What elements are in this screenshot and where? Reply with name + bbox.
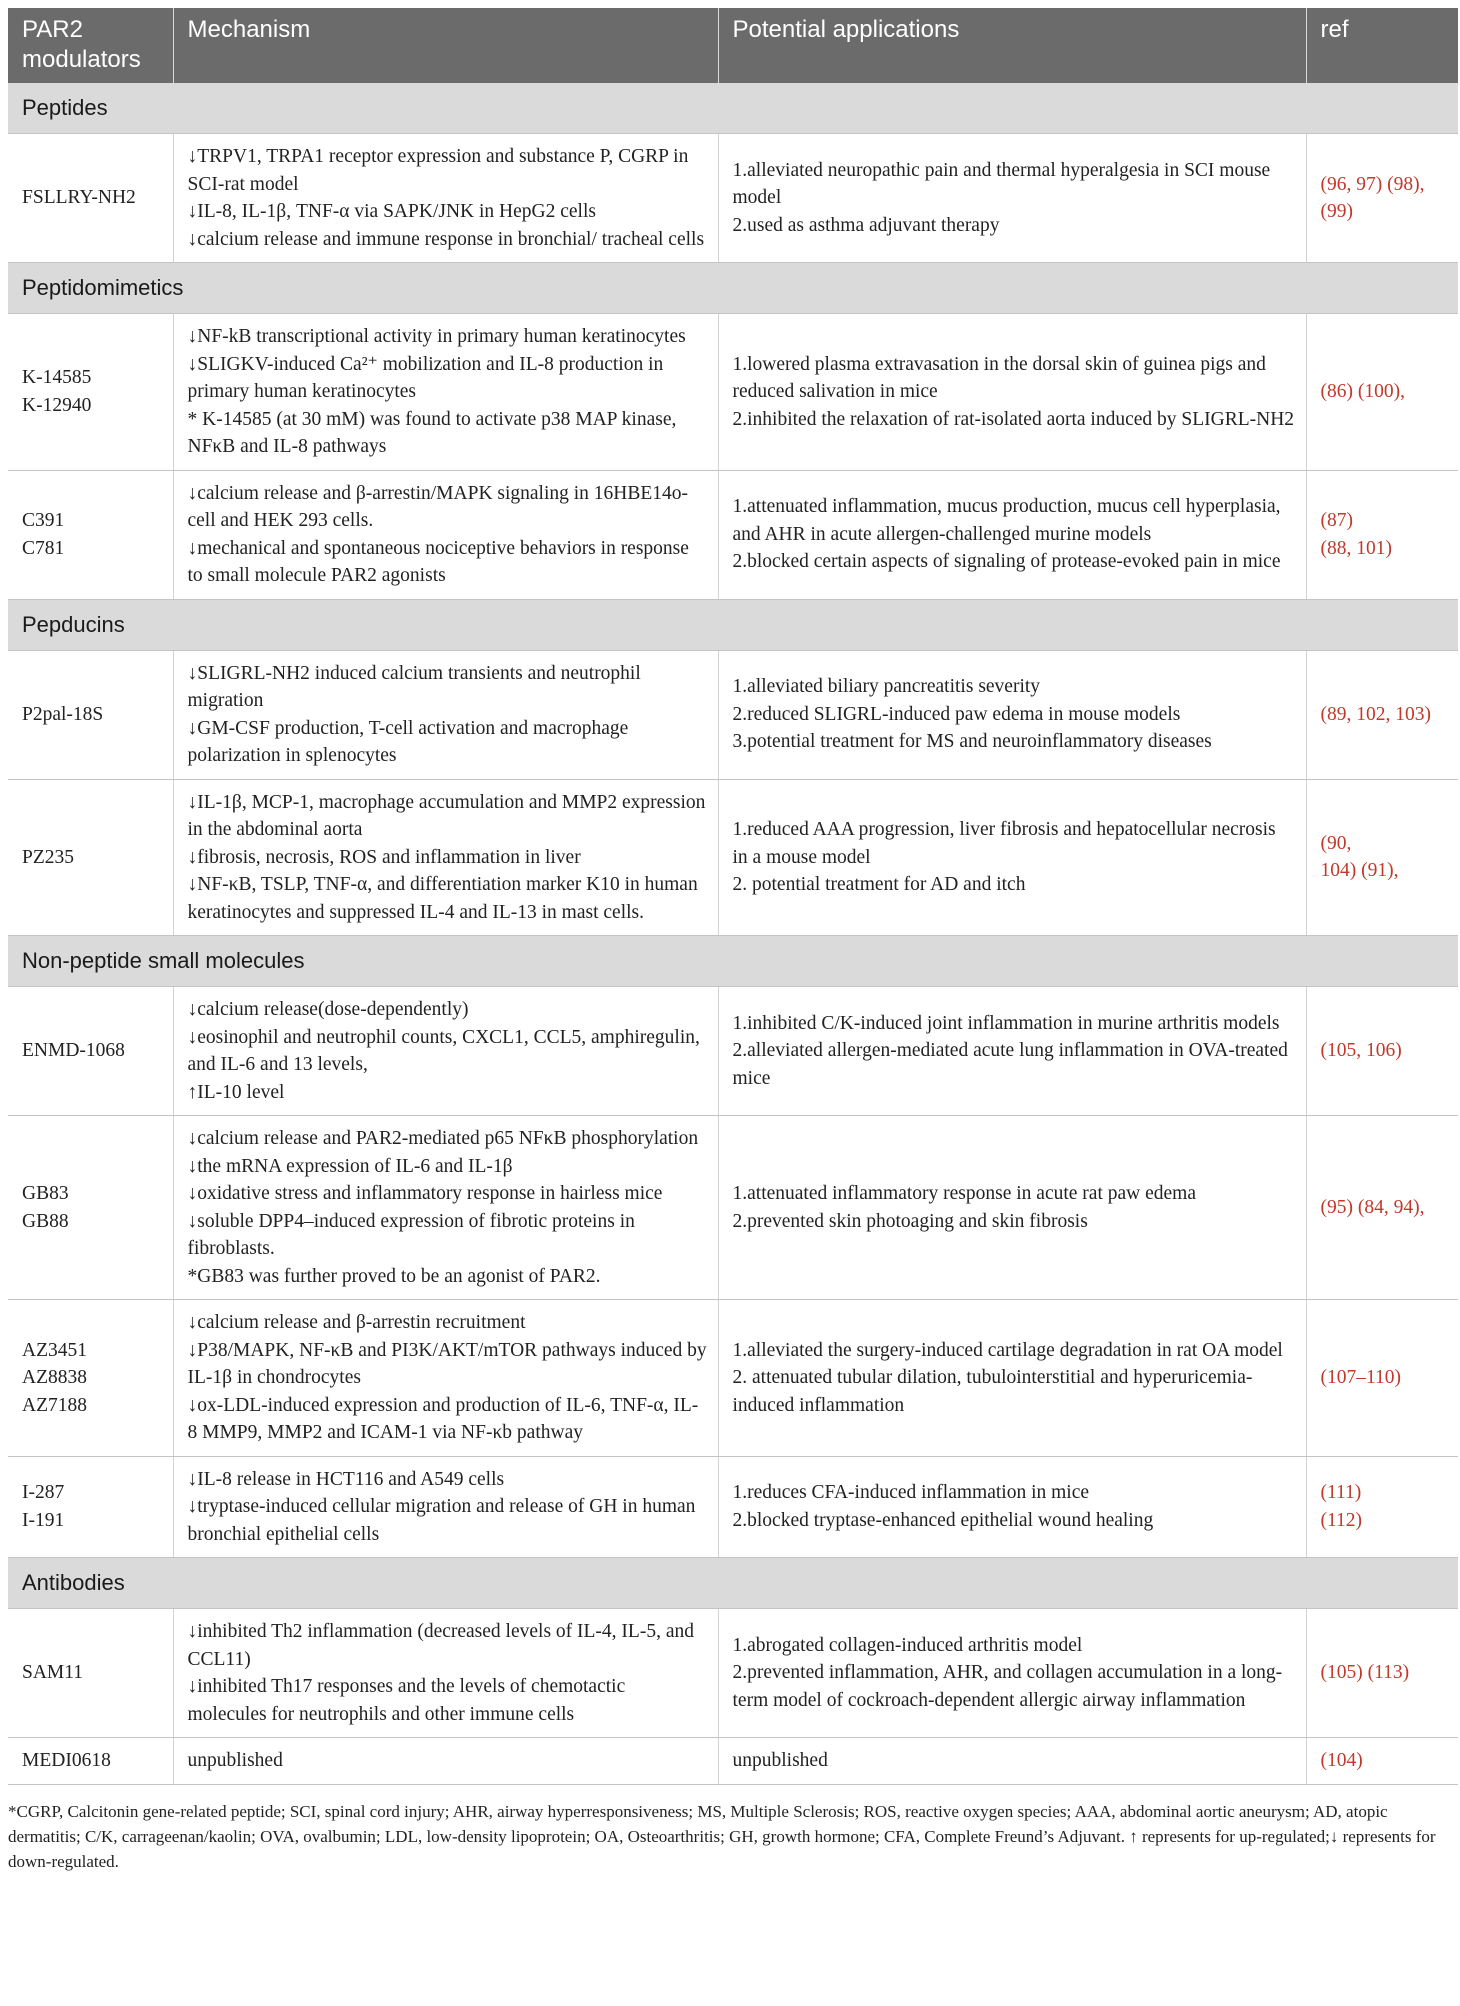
table-row [8, 779, 1458, 936]
mechanism-cell-line: ↓inhibited Th2 inflammation (decreased levels of IL-4, IL-5, and CCL11) [187, 1621, 694, 1670]
section-title: Peptidomimetics [8, 263, 1458, 314]
ref-cell [1306, 1609, 1458, 1738]
mechanism-cell [173, 650, 718, 779]
table-row [8, 1738, 1458, 1785]
applications-cell-line: 1.alleviated biliary pancreatitis severity [732, 676, 1041, 698]
ref-cell-line: (111) [1320, 1482, 1362, 1504]
modulator-cell [8, 650, 173, 779]
ref-cell-line: (104) [1320, 1750, 1363, 1771]
applications-cell [718, 650, 1306, 779]
mechanism-cell-line: ↓P38/MAPK, NF-κB and PI3K/AKT/mTOR pathways induced by IL-1β in chondrocytes [187, 1339, 707, 1388]
mechanism-cell-line: *GB83 was further proved to be an agonist of PAR2. [187, 1265, 601, 1287]
mechanism-cell-line: ↓eosinophil and neutrophil counts, CXCL1, CCL5, amphiregulin, and IL-6 and 13 levels, [187, 1026, 700, 1075]
header-modulators-line2: modulators [22, 46, 141, 73]
applications-cell-line: 2.blocked tryptase-enhanced epithelial wound healing [732, 1509, 1154, 1531]
applications-cell-line: 2.prevented inflammation, AHR, and collagen accumulation in a long-term model of cockroach-dependent allergic airway inflammation [732, 1662, 1283, 1711]
mechanism-cell-line: ↓calcium release and β-arrestin/MAPK signaling in 16HBE14o-cell and HEK 293 cells. [187, 482, 689, 531]
modulator-cell [8, 1456, 173, 1558]
header-ref: ref [1306, 8, 1458, 83]
mechanism-cell [173, 1300, 718, 1457]
ref-cell [1306, 987, 1458, 1116]
mechanism-cell-line: ↓GM-CSF production, T-cell activation and macrophage polarization in splenocytes [187, 717, 629, 766]
ref-cell [1306, 470, 1458, 599]
header-modulators [8, 8, 173, 83]
header-row [8, 8, 1458, 83]
applications-cell [718, 1609, 1306, 1738]
applications-cell-line: 2.reduced SLIGRL-induced paw edema in mouse models [732, 703, 1181, 725]
par2-modulators-table [8, 8, 1458, 1785]
mechanism-cell-line: ↓inhibited Th17 responses and the levels of chemotactic molecules for neutrophils and other immune cells [187, 1676, 626, 1725]
modulator-cell-line: AZ7188 [22, 1394, 87, 1416]
mechanism-cell-line: ↓calcium release and β-arrestin recruitment [187, 1312, 526, 1333]
section-row [8, 263, 1458, 314]
modulator-cell [8, 1116, 173, 1300]
section-row [8, 599, 1458, 650]
ref-cell-line: (96, 97) (98), [1320, 173, 1425, 195]
mechanism-cell [173, 1116, 718, 1300]
mechanism-cell-line: ↓calcium release and immune response in bronchial/ tracheal cells [187, 228, 705, 250]
applications-cell [718, 1300, 1306, 1457]
ref-cell [1306, 1300, 1458, 1457]
table-row [8, 1456, 1458, 1558]
applications-cell-line: 2.used as asthma adjuvant therapy [732, 214, 1000, 236]
ref-cell-line: (95) (84, 94), [1320, 1196, 1425, 1218]
modulator-cell-line: GB83 [22, 1183, 69, 1204]
modulator-cell-line: C391 [22, 510, 65, 531]
mechanism-cell-line: ↓the mRNA expression of IL-6 and IL-1β [187, 1155, 513, 1177]
ref-cell-line: (112) [1320, 1509, 1363, 1531]
mechanism-cell-line: ↓SLIGKV-induced Ca²⁺ mobilization and IL-8 production in primary human keratinocytes [187, 353, 664, 402]
table-row [8, 987, 1458, 1116]
modulator-cell [8, 314, 173, 471]
mechanism-cell [173, 134, 718, 263]
applications-cell-line: 1.reduced AAA progression, liver fibrosis and hepatocellular necrosis in a mouse model [732, 819, 1276, 868]
ref-cell [1306, 134, 1458, 263]
mechanism-cell-line: ↓IL-8, IL-1β, TNF-α via SAPK/JNK in HepG2 cells [187, 201, 596, 222]
section-row [8, 83, 1458, 134]
table-row [8, 134, 1458, 263]
applications-cell [718, 1116, 1306, 1300]
modulator-cell [8, 1609, 173, 1738]
modulator-cell [8, 134, 173, 263]
mechanism-cell-line: ↓TRPV1, TRPA1 receptor expression and substance P, CGRP in SCI-rat model [187, 146, 689, 195]
table-row [8, 314, 1458, 471]
section-title: Antibodies [8, 1558, 1458, 1609]
ref-cell-line: (86) (100), [1320, 381, 1405, 402]
modulator-cell [8, 987, 173, 1116]
applications-cell [718, 987, 1306, 1116]
applications-cell [718, 470, 1306, 599]
mechanism-cell-line: ↓tryptase-induced cellular migration and release of GH in human bronchial epithelial cells [187, 1496, 696, 1545]
ref-cell-line: (105) (113) [1320, 1662, 1410, 1684]
mechanism-cell-line: ↓NF-kB transcriptional activity in primary human keratinocytes [187, 326, 686, 347]
modulator-cell [8, 470, 173, 599]
applications-cell-line: 2.inhibited the relaxation of rat-isolated aorta induced by SLIGRL-NH2 [732, 408, 1295, 430]
modulator-cell-line: AZ8838 [22, 1367, 87, 1388]
modulator-cell-line: PZ235 [22, 846, 75, 868]
mechanism-cell [173, 1738, 718, 1785]
applications-cell-line: 3.potential treatment for MS and neuroinflammatory diseases [732, 731, 1212, 753]
ref-cell-line: (105, 106) [1320, 1040, 1402, 1062]
ref-cell-line: (99) [1320, 201, 1353, 222]
ref-cell-line: (107–110) [1320, 1367, 1402, 1388]
table-footnote: *CGRP, Calcitonin gene-related peptide; SCI, spinal cord injury; AHR, airway hyperresponsiveness; MS, Multiple Sclerosis; ROS, reactive oxygen species; AAA, abdominal aortic aneurysm; AD, atopic dermatitis; C/K, carrageenan/kaolin; OVA, ovalbumin; LDL, low-density lipoprotein; OA, Osteoarthritis; GH, growth hormone; CFA, Complete Freund’s Adjuvant. ↑ represents for up-regulated;↓ represents for down-regulated. [8, 1801, 1436, 1871]
ref-cell [1306, 1456, 1458, 1558]
mechanism-cell [173, 314, 718, 471]
applications-cell-line: 1.alleviated neuropathic pain and thermal hyperalgesia in SCI mouse model [732, 159, 1271, 209]
applications-cell-line: 2. potential treatment for AD and itch [732, 874, 1026, 895]
modulator-cell-line: P2pal-18S [22, 703, 104, 725]
modulator-cell-line: AZ3451 [22, 1339, 87, 1361]
mechanism-cell-line: ↓calcium release(dose-dependently) [187, 999, 469, 1020]
mechanism-cell-line: ↑IL-10 level [187, 1081, 285, 1103]
table-row [8, 1300, 1458, 1457]
applications-cell-line: unpublished [732, 1750, 828, 1771]
section-title: Non-peptide small molecules [8, 936, 1458, 987]
ref-cell [1306, 650, 1458, 779]
modulator-cell-line: I-287 [22, 1482, 65, 1504]
ref-cell-line: (87) [1320, 510, 1353, 531]
ref-cell-line: (89, 102, 103) [1320, 703, 1431, 725]
mechanism-cell-line: ↓SLIGRL-NH2 induced calcium transients and neutrophil migration [187, 662, 641, 711]
ref-cell-line: 104) (91), [1320, 860, 1399, 882]
section-title: Peptides [8, 83, 1458, 134]
mechanism-cell-line: ↓fibrosis, necrosis, ROS and inflammation in liver [187, 846, 581, 868]
header-applications: Potential applications [718, 8, 1306, 83]
modulator-cell-line: C781 [22, 537, 65, 559]
modulator-cell-line: ENMD-1068 [22, 1040, 125, 1062]
mechanism-cell [173, 987, 718, 1116]
section-row [8, 936, 1458, 987]
applications-cell-line: 1.abrogated collagen-induced arthritis model [732, 1634, 1083, 1656]
table-body [8, 83, 1458, 1784]
modulator-cell-line: K-12940 [22, 394, 92, 416]
applications-cell [718, 1456, 1306, 1558]
mechanism-cell-line: ↓oxidative stress and inflammatory response in hairless mice [187, 1183, 663, 1204]
applications-cell-line: 1.attenuated inflammatory response in acute rat paw edema [732, 1183, 1196, 1204]
applications-cell-line: 1.reduces CFA-induced inflammation in mice [732, 1482, 1090, 1504]
mechanism-cell-line: ↓IL-1β, MCP-1, macrophage accumulation and MMP2 expression in the abdominal aorta [187, 791, 706, 840]
table-row [8, 1609, 1458, 1738]
mechanism-cell-line: ↓IL-8 release in HCT116 and A549 cells [187, 1468, 505, 1490]
table-row [8, 1116, 1458, 1300]
applications-cell [718, 314, 1306, 471]
mechanism-cell [173, 779, 718, 936]
modulator-cell-line: K-14585 [22, 367, 92, 389]
header-mechanism: Mechanism [173, 8, 718, 83]
table-row [8, 650, 1458, 779]
ref-cell [1306, 1116, 1458, 1300]
mechanism-cell-line: ↓mechanical and spontaneous nociceptive behaviors in response to small molecule PAR2 agonists [187, 537, 689, 586]
header-modulators-line1: PAR2 [22, 16, 83, 43]
modulator-cell-line: I-191 [22, 1509, 65, 1531]
applications-cell-line: 2. attenuated tubular dilation, tubulointerstitial and hyperuricemia-induced inflammation [732, 1367, 1253, 1416]
applications-cell-line: 2.blocked certain aspects of signaling of protease-evoked pain in mice [732, 551, 1281, 573]
ref-cell [1306, 779, 1458, 936]
applications-cell-line: 1.lowered plasma extravasation in the dorsal skin of guinea pigs and reduced salivation in mice [732, 353, 1266, 402]
ref-cell [1306, 1738, 1458, 1785]
section-row [8, 1558, 1458, 1609]
applications-cell [718, 134, 1306, 263]
applications-cell-line: 1.alleviated the surgery-induced cartilage degradation in rat OA model [732, 1339, 1283, 1361]
mechanism-cell [173, 1609, 718, 1738]
modulator-cell [8, 1738, 173, 1785]
applications-cell-line: 2.prevented skin photoaging and skin fibrosis [732, 1210, 1088, 1232]
mechanism-cell-line: * K-14585 (at 30 mM) was found to activate p38 MAP kinase, NFκB and IL-8 pathways [187, 408, 677, 457]
mechanism-cell-line: ↓NF-κB, TSLP, TNF-α, and differentiation marker K10 in human keratinocytes and suppressed IL-4 and IL-13 in mast cells. [187, 874, 698, 923]
applications-cell-line: 1.inhibited C/K-induced joint inflammation in murine arthritis models [732, 1012, 1280, 1034]
document [8, 8, 1458, 1874]
modulator-cell [8, 1300, 173, 1457]
applications-cell [718, 779, 1306, 936]
mechanism-cell-line: unpublished [187, 1750, 283, 1771]
table-header [8, 8, 1458, 83]
mechanism-cell [173, 1456, 718, 1558]
applications-cell-line: 1.attenuated inflammation, mucus production, mucus cell hyperplasia, and AHR in acute allergen-challenged murine models [732, 496, 1281, 545]
modulator-cell-line: GB88 [22, 1210, 69, 1232]
applications-cell-line: 2.alleviated allergen-mediated acute lung inflammation in OVA-treated mice [732, 1040, 1288, 1089]
table-row [8, 470, 1458, 599]
ref-cell-line: (90, [1320, 832, 1352, 854]
mechanism-cell [173, 470, 718, 599]
ref-cell-line: (88, 101) [1320, 537, 1392, 559]
mechanism-cell-line: ↓calcium release and PAR2-mediated p65 NFκB phosphorylation [187, 1128, 699, 1149]
modulator-cell-line: MEDI0618 [22, 1750, 111, 1771]
modulator-cell-line: SAM11 [22, 1662, 84, 1684]
ref-cell [1306, 314, 1458, 471]
section-title: Pepducins [8, 599, 1458, 650]
mechanism-cell-line: ↓soluble DPP4–induced expression of fibrotic proteins in fibroblasts. [187, 1210, 635, 1259]
modulator-cell-line: FSLLRY-NH2 [22, 187, 136, 209]
mechanism-cell-line: ↓ox-LDL-induced expression and production of IL-6, TNF-α, IL-8 MMP9, MMP2 and ICAM-1 via NF-κb pathway [187, 1394, 699, 1443]
applications-cell [718, 1738, 1306, 1785]
modulator-cell [8, 779, 173, 936]
